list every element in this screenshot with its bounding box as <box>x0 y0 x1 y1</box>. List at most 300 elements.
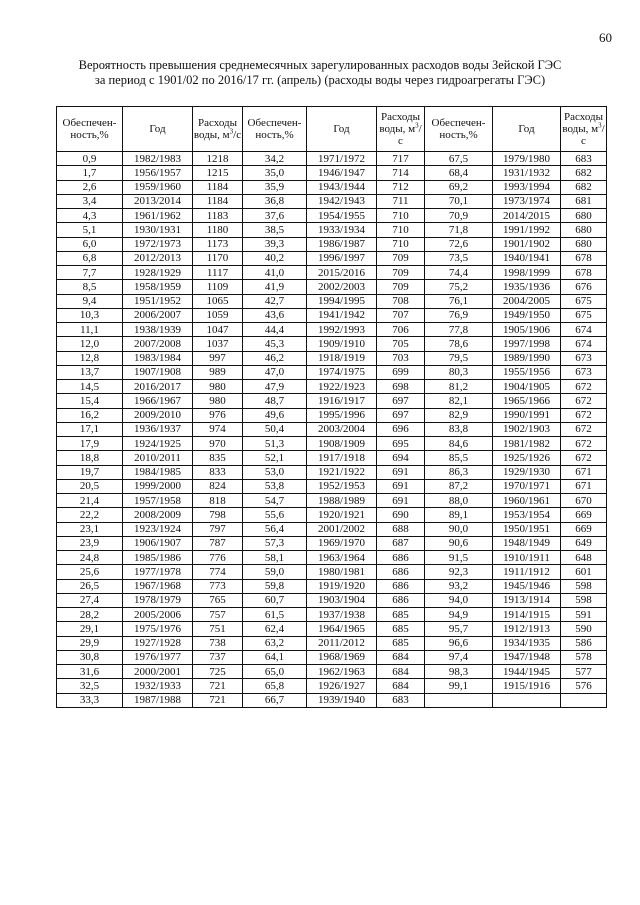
cell-year: 1920/1921 <box>307 508 377 522</box>
cell-year: 2003/2004 <box>307 422 377 436</box>
cell-year: 1944/1945 <box>493 665 561 679</box>
cell-year: 1951/1952 <box>123 294 193 308</box>
cell-flow: 1117 <box>193 266 243 280</box>
cell-probability: 23,9 <box>57 536 123 550</box>
cell-probability: 9,4 <box>57 294 123 308</box>
table-row <box>57 323 607 337</box>
cell-year: 1940/1941 <box>493 251 561 265</box>
table-row <box>57 380 607 394</box>
cell-year: 1910/1911 <box>493 551 561 565</box>
cell-flow: 672 <box>561 422 607 436</box>
cell-flow: 1215 <box>193 166 243 180</box>
cell-probability: 32,5 <box>57 679 123 693</box>
cell-probability: 15,4 <box>57 394 123 408</box>
cell-probability: 92,3 <box>425 565 493 579</box>
cell-year: 1960/1961 <box>493 494 561 508</box>
cell-probability: 84,6 <box>425 437 493 451</box>
cell-flow: 980 <box>193 394 243 408</box>
table-row <box>57 622 607 636</box>
cell-probability: 39,3 <box>243 237 307 251</box>
cell-flow: 687 <box>377 536 425 550</box>
cell-year: 1902/1903 <box>493 422 561 436</box>
cell-probability: 94,0 <box>425 593 493 607</box>
cell-probability: 99,1 <box>425 679 493 693</box>
cell-year: 1991/1992 <box>493 223 561 237</box>
cell-flow: 833 <box>193 465 243 479</box>
table-row <box>57 294 607 308</box>
cell-flow: 1059 <box>193 308 243 322</box>
table-row <box>57 551 607 565</box>
cell-probability: 6,0 <box>57 237 123 251</box>
cell-probability: 76,9 <box>425 308 493 322</box>
header-probability: Обеспечен-ность,% <box>425 107 493 152</box>
cell-flow: 697 <box>377 408 425 422</box>
cell-year: 2011/2012 <box>307 636 377 650</box>
cell-year: 1913/1914 <box>493 593 561 607</box>
header-flow: Расходы воды, $м^3/с$ <box>561 107 607 152</box>
cell-probability: 17,1 <box>57 422 123 436</box>
cell-probability: 46,2 <box>243 351 307 365</box>
cell-year: 1955/1956 <box>493 365 561 379</box>
table-row <box>57 650 607 664</box>
cell-year: 1945/1946 <box>493 579 561 593</box>
cell-probability: 8,5 <box>57 280 123 294</box>
cell-probability: 82,1 <box>425 394 493 408</box>
cell-year: 1961/1962 <box>123 209 193 223</box>
header-year: Год <box>307 107 377 152</box>
cell-year: 1954/1955 <box>307 209 377 223</box>
cell-year: 1989/1990 <box>493 351 561 365</box>
cell-probability: 25,6 <box>57 565 123 579</box>
cell-year: 1906/1907 <box>123 536 193 550</box>
cell-year: 1942/1943 <box>307 194 377 208</box>
cell-probability: 16,2 <box>57 408 123 422</box>
cell-year: 1973/1974 <box>493 194 561 208</box>
cell-probability: 79,5 <box>425 351 493 365</box>
cell-flow: 674 <box>561 323 607 337</box>
table-row <box>57 679 607 693</box>
cell-year: 2004/2005 <box>493 294 561 308</box>
cell-probability: 30,8 <box>57 650 123 664</box>
cell-probability: 89,1 <box>425 508 493 522</box>
cell-year: 1965/1966 <box>493 394 561 408</box>
cell-year: 1987/1988 <box>123 693 193 707</box>
cell-probability: 18,8 <box>57 451 123 465</box>
cell-flow: 711 <box>377 194 425 208</box>
cell-year: 1962/1963 <box>307 665 377 679</box>
cell-probability: 45,3 <box>243 337 307 351</box>
cell-probability: 56,4 <box>243 522 307 536</box>
cell-probability: 50,4 <box>243 422 307 436</box>
cell-flow: 1184 <box>193 180 243 194</box>
cell-flow: 649 <box>561 536 607 550</box>
cell-probability: 96,6 <box>425 636 493 650</box>
cell-flow: 674 <box>561 337 607 351</box>
cell-probability: 26,5 <box>57 579 123 593</box>
cell-flow: 710 <box>377 223 425 237</box>
cell-probability: 14,5 <box>57 380 123 394</box>
cell-flow: 590 <box>561 622 607 636</box>
cell-probability: 60,7 <box>243 593 307 607</box>
cell-year: 2008/2009 <box>123 508 193 522</box>
cell-flow: 681 <box>561 194 607 208</box>
cell-flow: 1173 <box>193 237 243 251</box>
cell-year: 1968/1969 <box>307 650 377 664</box>
table-row <box>57 608 607 622</box>
cell-probability: 78,6 <box>425 337 493 351</box>
cell-year: 1916/1917 <box>307 394 377 408</box>
cell-flow: 675 <box>561 294 607 308</box>
cell-probability: 81,2 <box>425 380 493 394</box>
cell-flow: 672 <box>561 437 607 451</box>
cell-year: 1970/1971 <box>493 479 561 493</box>
cell-flow: 694 <box>377 451 425 465</box>
cell-year: 1918/1919 <box>307 351 377 365</box>
cell-year: 1959/1960 <box>123 180 193 194</box>
cell-year: 1941/1942 <box>307 308 377 322</box>
cell-year: 1999/2000 <box>123 479 193 493</box>
header-row <box>57 107 607 152</box>
cell-probability: 12,0 <box>57 337 123 351</box>
cell-flow: 835 <box>193 451 243 465</box>
cell-year: 1979/1980 <box>493 152 561 166</box>
cell-year: 1996/1997 <box>307 251 377 265</box>
cell-year: 1974/1975 <box>307 365 377 379</box>
cell-probability: 49,6 <box>243 408 307 422</box>
table-row <box>57 266 607 280</box>
cell-flow: 648 <box>561 551 607 565</box>
cell-year: 1972/1973 <box>123 237 193 251</box>
cell-flow: 703 <box>377 351 425 365</box>
cell-flow: 683 <box>561 152 607 166</box>
cell-year: 1929/1930 <box>493 465 561 479</box>
header-probability: Обеспечен-ность,% <box>243 107 307 152</box>
cell-flow: 591 <box>561 608 607 622</box>
cell-flow: 684 <box>377 650 425 664</box>
cell-flow: 686 <box>377 551 425 565</box>
cell-year: 2007/2008 <box>123 337 193 351</box>
cell-year: 1985/1986 <box>123 551 193 565</box>
cell-flow <box>561 693 607 707</box>
cell-flow: 678 <box>561 251 607 265</box>
cell-year: 1969/1970 <box>307 536 377 550</box>
table-row <box>57 308 607 322</box>
cell-probability: 55,6 <box>243 508 307 522</box>
cell-flow: 776 <box>193 551 243 565</box>
cell-flow: 697 <box>377 394 425 408</box>
table-row <box>57 494 607 508</box>
cell-flow: 797 <box>193 522 243 536</box>
cell-probability: 83,8 <box>425 422 493 436</box>
cell-year: 1990/1991 <box>493 408 561 422</box>
cell-probability: 72,6 <box>425 237 493 251</box>
cell-year: 1901/1902 <box>493 237 561 251</box>
cell-probability: 48,7 <box>243 394 307 408</box>
cell-flow: 696 <box>377 422 425 436</box>
cell-flow: 691 <box>377 494 425 508</box>
cell-flow: 669 <box>561 508 607 522</box>
cell-probability: 64,1 <box>243 650 307 664</box>
cell-probability: 90,0 <box>425 522 493 536</box>
table-body <box>57 152 607 708</box>
cell-year: 1904/1905 <box>493 380 561 394</box>
cell-flow: 798 <box>193 508 243 522</box>
cell-year: 1976/1977 <box>123 650 193 664</box>
cell-probability: 87,2 <box>425 479 493 493</box>
cell-probability: 59,8 <box>243 579 307 593</box>
cell-year: 1933/1934 <box>307 223 377 237</box>
cell-year: 1995/1996 <box>307 408 377 422</box>
cell-flow: 695 <box>377 437 425 451</box>
cell-year: 1912/1913 <box>493 622 561 636</box>
cell-year: 1905/1906 <box>493 323 561 337</box>
cell-flow: 672 <box>561 394 607 408</box>
cell-probability: 70,1 <box>425 194 493 208</box>
cell-flow: 671 <box>561 479 607 493</box>
cell-year: 1928/1929 <box>123 266 193 280</box>
cell-probability <box>425 693 493 707</box>
header-year: Год <box>123 107 193 152</box>
cell-flow: 706 <box>377 323 425 337</box>
cell-flow: 682 <box>561 166 607 180</box>
table-row <box>57 209 607 223</box>
cell-probability: 80,3 <box>425 365 493 379</box>
cell-probability: 28,2 <box>57 608 123 622</box>
table-row <box>57 223 607 237</box>
cell-year: 1943/1944 <box>307 180 377 194</box>
cell-probability: 27,4 <box>57 593 123 607</box>
cell-year: 1911/1912 <box>493 565 561 579</box>
cell-probability: 17,9 <box>57 437 123 451</box>
cell-probability: 94,9 <box>425 608 493 622</box>
cell-probability: 52,1 <box>243 451 307 465</box>
cell-year: 1909/1910 <box>307 337 377 351</box>
cell-year: 2006/2007 <box>123 308 193 322</box>
cell-probability: 47,0 <box>243 365 307 379</box>
cell-flow: 757 <box>193 608 243 622</box>
cell-flow: 974 <box>193 422 243 436</box>
cell-probability: 53,8 <box>243 479 307 493</box>
cell-flow: 710 <box>377 237 425 251</box>
cell-probability: 31,6 <box>57 665 123 679</box>
cell-year: 1936/1937 <box>123 422 193 436</box>
cell-probability: 51,3 <box>243 437 307 451</box>
cell-probability: 20,5 <box>57 479 123 493</box>
cell-year: 1919/1920 <box>307 579 377 593</box>
cell-flow: 787 <box>193 536 243 550</box>
cell-year: 1921/1922 <box>307 465 377 479</box>
cell-flow: 690 <box>377 508 425 522</box>
cell-flow: 691 <box>377 465 425 479</box>
cell-year: 1982/1983 <box>123 152 193 166</box>
cell-year: 1950/1951 <box>493 522 561 536</box>
cell-probability: 73,5 <box>425 251 493 265</box>
cell-probability: 41,0 <box>243 266 307 280</box>
cell-probability: 82,9 <box>425 408 493 422</box>
table-row <box>57 465 607 479</box>
cell-flow: 678 <box>561 266 607 280</box>
cell-probability: 62,4 <box>243 622 307 636</box>
table-row <box>57 665 607 679</box>
cell-year: 2000/2001 <box>123 665 193 679</box>
title-line-1: Вероятность превышения среднемесячных зарегулированных расходов воды Зейской ГЭС <box>78 58 562 72</box>
cell-probability: 74,4 <box>425 266 493 280</box>
cell-year: 1947/1948 <box>493 650 561 664</box>
cell-flow: 688 <box>377 522 425 536</box>
cell-year: 2005/2006 <box>123 608 193 622</box>
cell-year: 1953/1954 <box>493 508 561 522</box>
table-row <box>57 508 607 522</box>
cell-flow: 721 <box>193 679 243 693</box>
table-row <box>57 593 607 607</box>
table-row <box>57 394 607 408</box>
cell-year: 1927/1928 <box>123 636 193 650</box>
cell-year: 1963/1964 <box>307 551 377 565</box>
cell-probability: 6,8 <box>57 251 123 265</box>
cell-year: 1997/1998 <box>493 337 561 351</box>
table-row <box>57 180 607 194</box>
cell-year: 2013/2014 <box>123 194 193 208</box>
cell-flow: 976 <box>193 408 243 422</box>
cell-probability: 33,3 <box>57 693 123 707</box>
cell-year: 1923/1924 <box>123 522 193 536</box>
cell-probability: 24,8 <box>57 551 123 565</box>
cell-probability: 35,9 <box>243 180 307 194</box>
cell-probability: 57,3 <box>243 536 307 550</box>
table-row <box>57 536 607 550</box>
cell-probability: 7,7 <box>57 266 123 280</box>
cell-flow: 705 <box>377 337 425 351</box>
cell-probability: 98,3 <box>425 665 493 679</box>
cell-flow: 669 <box>561 522 607 536</box>
cell-year: 1956/1957 <box>123 166 193 180</box>
cell-probability: 23,1 <box>57 522 123 536</box>
cell-flow: 1180 <box>193 223 243 237</box>
cell-probability: 36,8 <box>243 194 307 208</box>
cell-year: 2009/2010 <box>123 408 193 422</box>
cell-flow: 676 <box>561 280 607 294</box>
table-row <box>57 280 607 294</box>
cell-year: 1935/1936 <box>493 280 561 294</box>
cell-probability: 29,1 <box>57 622 123 636</box>
cell-flow: 683 <box>377 693 425 707</box>
cell-flow: 710 <box>377 209 425 223</box>
cell-year: 1957/1958 <box>123 494 193 508</box>
cell-probability: 93,2 <box>425 579 493 593</box>
cell-year: 1978/1979 <box>123 593 193 607</box>
cell-year: 1952/1953 <box>307 479 377 493</box>
cell-probability: 13,7 <box>57 365 123 379</box>
table-row <box>57 351 607 365</box>
cell-year: 1938/1939 <box>123 323 193 337</box>
cell-year: 1931/1932 <box>493 166 561 180</box>
cell-flow: 670 <box>561 494 607 508</box>
cell-flow: 675 <box>561 308 607 322</box>
cell-flow: 1184 <box>193 194 243 208</box>
cell-year: 1914/1915 <box>493 608 561 622</box>
cell-flow: 672 <box>561 408 607 422</box>
cell-probability: 22,2 <box>57 508 123 522</box>
cell-probability: 86,3 <box>425 465 493 479</box>
cell-flow: 577 <box>561 665 607 679</box>
cell-probability: 37,6 <box>243 209 307 223</box>
title-line-2: за период с 1901/02 по 2016/17 гг. (апрель) (расходы воды через гидроагрегаты ГЭС) <box>94 73 546 87</box>
cell-probability: 0,9 <box>57 152 123 166</box>
cell-flow: 725 <box>193 665 243 679</box>
cell-year: 1908/1909 <box>307 437 377 451</box>
cell-probability: 5,1 <box>57 223 123 237</box>
cell-probability: 91,5 <box>425 551 493 565</box>
cell-year: 1925/1926 <box>493 451 561 465</box>
cell-probability: 47,9 <box>243 380 307 394</box>
cell-probability: 97,4 <box>425 650 493 664</box>
cell-flow: 765 <box>193 593 243 607</box>
cell-probability: 38,5 <box>243 223 307 237</box>
table-row <box>57 337 607 351</box>
cell-probability: 53,0 <box>243 465 307 479</box>
cell-flow: 774 <box>193 565 243 579</box>
cell-probability: 65,0 <box>243 665 307 679</box>
cell-probability: 1,7 <box>57 166 123 180</box>
cell-probability: 29,9 <box>57 636 123 650</box>
cell-probability: 19,7 <box>57 465 123 479</box>
cell-probability: 67,5 <box>425 152 493 166</box>
cell-probability: 10,3 <box>57 308 123 322</box>
cell-probability: 68,4 <box>425 166 493 180</box>
cell-year: 1986/1987 <box>307 237 377 251</box>
cell-year: 1922/1923 <box>307 380 377 394</box>
cell-flow: 709 <box>377 266 425 280</box>
header-probability: Обеспечен-ность,% <box>57 107 123 152</box>
cell-flow: 709 <box>377 280 425 294</box>
header-flow: Расходы воды, $м^3/с$ <box>377 107 425 152</box>
cell-flow: 708 <box>377 294 425 308</box>
cell-year: 2015/2016 <box>307 266 377 280</box>
cell-year: 1948/1949 <box>493 536 561 550</box>
cell-flow: 1170 <box>193 251 243 265</box>
cell-year: 1998/1999 <box>493 266 561 280</box>
cell-year: 1917/1918 <box>307 451 377 465</box>
cell-probability: 41,9 <box>243 280 307 294</box>
cell-flow: 671 <box>561 465 607 479</box>
cell-probability: 88,0 <box>425 494 493 508</box>
header-year: Год <box>493 107 561 152</box>
cell-flow: 699 <box>377 365 425 379</box>
cell-year: 1964/1965 <box>307 622 377 636</box>
cell-probability: 34,2 <box>243 152 307 166</box>
cell-year: 2001/2002 <box>307 522 377 536</box>
cell-year: 1930/1931 <box>123 223 193 237</box>
cell-flow: 586 <box>561 636 607 650</box>
cell-probability: 70,9 <box>425 209 493 223</box>
cell-year: 1946/1947 <box>307 166 377 180</box>
table-row <box>57 237 607 251</box>
table-row <box>57 422 607 436</box>
cell-probability: 75,2 <box>425 280 493 294</box>
cell-year <box>493 693 561 707</box>
cell-year: 1988/1989 <box>307 494 377 508</box>
cell-flow: 773 <box>193 579 243 593</box>
cell-flow: 682 <box>561 180 607 194</box>
document-title <box>40 58 600 88</box>
cell-flow: 680 <box>561 237 607 251</box>
header-flow: Расходы воды, $м^3/с$ <box>193 107 243 152</box>
cell-year: 1934/1935 <box>493 636 561 650</box>
cell-probability: 95,7 <box>425 622 493 636</box>
cell-year: 2012/2013 <box>123 251 193 265</box>
cell-flow: 686 <box>377 565 425 579</box>
cell-probability: 12,8 <box>57 351 123 365</box>
